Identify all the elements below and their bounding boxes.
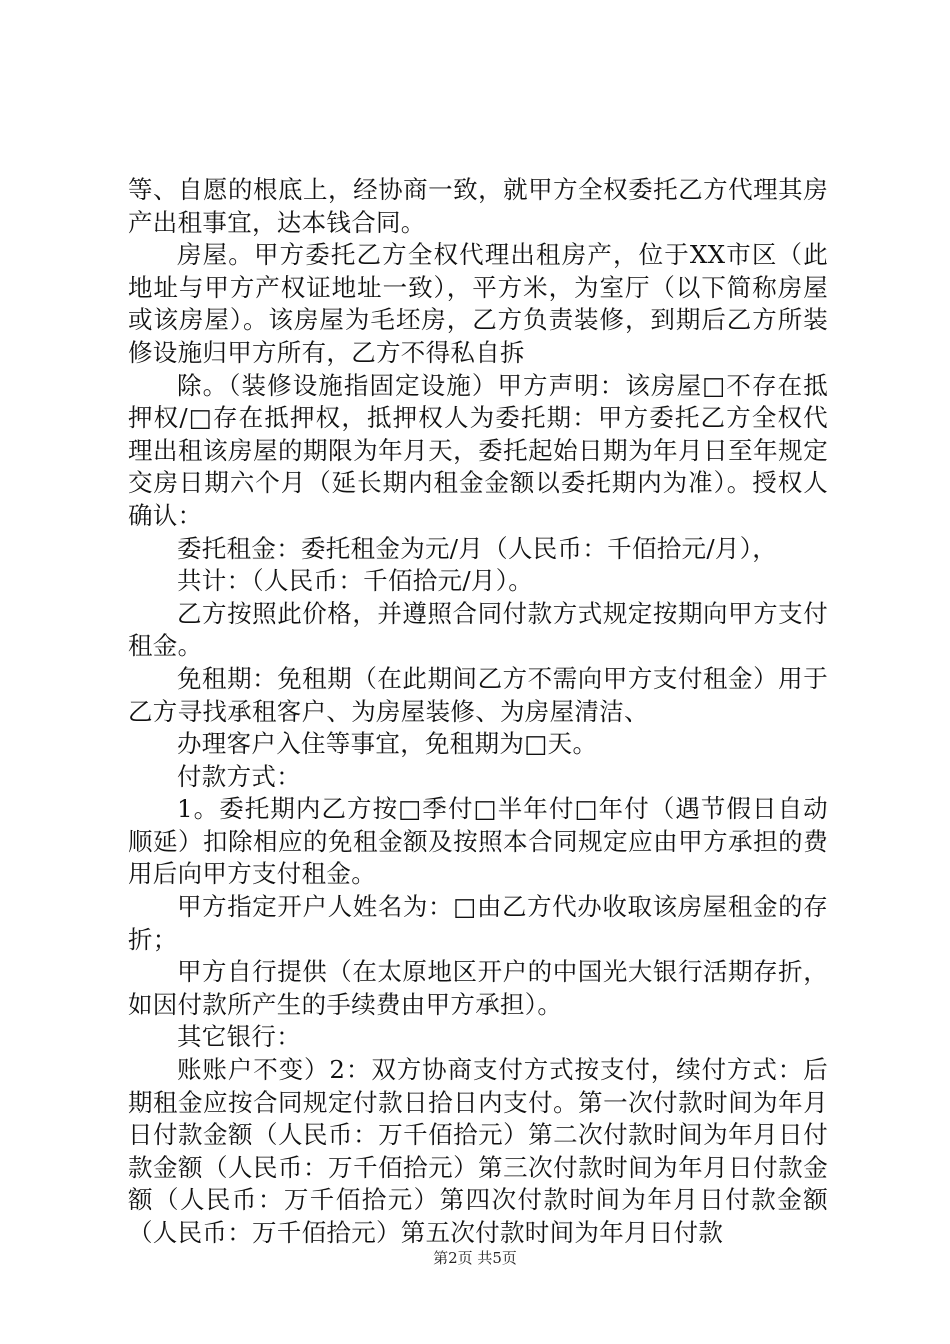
- paragraph-7: 免租期：免租期（在此期间乙方不需向甲方支付租金）用于乙方寻找承租客户、为房屋装修、为房屋清洁、: [128, 663, 828, 726]
- paragraph-2: 房屋。甲方委托乙方全权代理出租房产，位于XX市区（此地址与甲方产权证地址一致），平方米，为室厅（以下简称房屋或该房屋）。该房屋为毛坯房，乙方负责装修，到期后乙方所装修设施归甲方所有，乙方不得私自拆: [128, 240, 828, 367]
- paragraph-4: 委托租金：委托租金为元/月（人民币：千佰拾元/月），: [177, 533, 778, 563]
- paragraph-13: 其它银行：: [177, 1022, 301, 1052]
- paragraph-1: 等、自愿的根底上，经协商一致，就甲方全权委托乙方代理其房产出租事宜，达本钱合同。: [128, 175, 828, 237]
- paragraph-9: 付款方式：: [177, 761, 301, 791]
- paragraph-11: 甲方指定开户人姓名为：□由乙方代办收取该房屋租金的存折；: [128, 892, 828, 954]
- document-body: [128, 174, 828, 1250]
- paragraph-10: 1。委托期内乙方按□季付□半年付□年付（遇节假日自动顺延）扣除相应的免租金额及按照本合同规定应由甲方承担的费用后向甲方支付租金。: [128, 794, 828, 889]
- page-number-footer: 第2页 共5页: [433, 1249, 517, 1267]
- paragraph-12: 甲方自行提供（在太原地区开户的中国光大银行活期存折，如因付款所产生的手续费由甲方承担）。: [128, 957, 828, 1019]
- paragraph-3: 除。（装修设施指固定设施）甲方声明：该房屋□不存在抵押权/□存在抵押权，抵押权人为委托期：甲方委托乙方全权代理出租该房屋的期限为年月天，委托起始日期为年月日至年规定交房日期六个月（延长期内租金金额以委托期内为准）。授权人确认：: [128, 370, 828, 530]
- paragraph-8: 办理客户入住等事宜，免租期为□天。: [177, 729, 598, 759]
- paragraph-14: 账账户不变）2：双方协商支付方式按支付，续付方式：后期租金应按合同规定付款日拾日内支付。第一次付款时间为年月日付款金额（人民币：万千佰拾元）第二次付款时间为年月日付款金额（人民币：万千佰拾元）第三次付款时间为年月日付款金额（人民币：万千佰拾元）第四次付款时间为年月日付款金额（人民币：万千佰拾元）第五次付款时间为年月日付款: [128, 1055, 828, 1247]
- paragraph-5: 共计：（人民币：千佰拾元/月）。: [177, 566, 534, 596]
- paragraph-6: 乙方按照此价格，并遵照合同付款方式规定按期向甲方支付租金。: [128, 598, 828, 661]
